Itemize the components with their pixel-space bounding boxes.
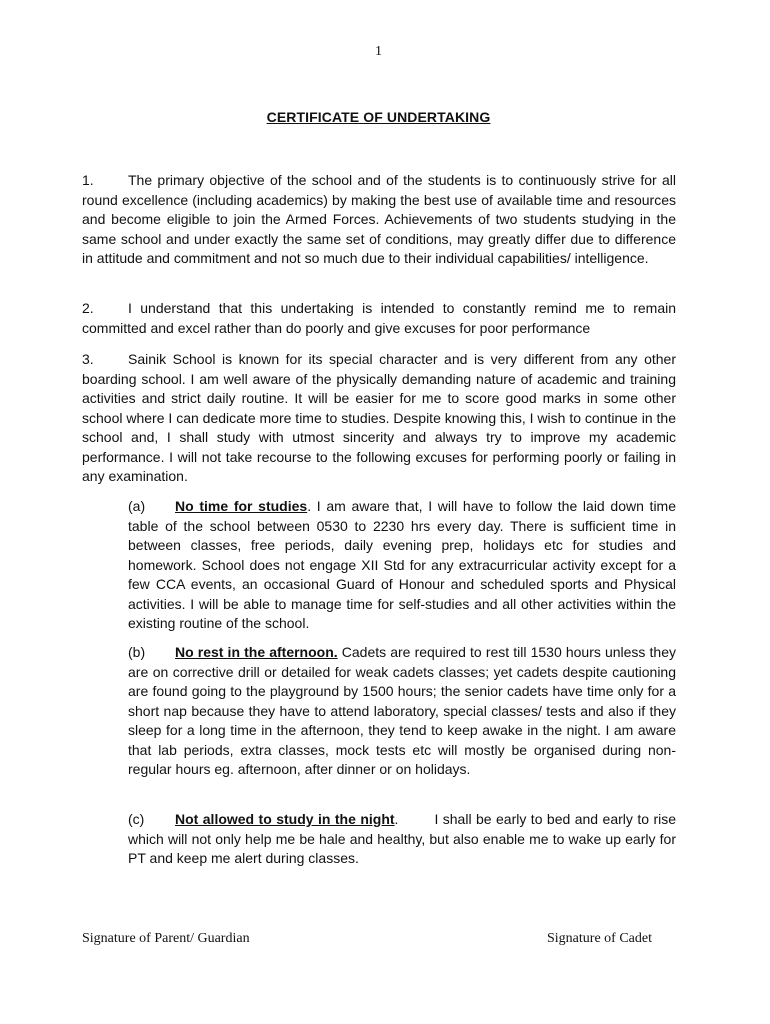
- parent-signature-label: Signature of Parent/ Guardian: [82, 931, 250, 946]
- sub-point-text: I shall be early to bed and early to rise which will not only help me be hale and healthy, but also enable me to wake up early for PT and keep me alert during classes.: [128, 811, 677, 866]
- page-number: 1: [375, 44, 382, 59]
- sub-point-heading: Not allowed to study in the night: [175, 811, 395, 827]
- cadet-signature-label: Signature of Cadet: [547, 931, 652, 946]
- sub-point-c: [128, 810, 676, 869]
- paragraph-2: [82, 299, 676, 338]
- sub-point-heading: No rest in the afternoon.: [175, 644, 338, 660]
- paragraph-text: Sainik School is known for its special character and is very different from any other boarding school. I am well aware of the physically demanding nature of academic and training activities and strict daily routine. It will be easier for me to score good marks in some other school where I can dedicate more time to studies. Despite knowing this, I wish to continue in the school and, I shall study with utmost sincerity and always try to improve my academic performance. I will not take recourse to the following excuses for performing poorly or failing in any examination.: [82, 351, 676, 484]
- sub-point-text: I am aware that, I will have to follow the laid down time table of the school between 0530 to 2230 hrs every day. There is sufficient time in between classes, free periods, daily evening prep, holidays etc for studies and homework. School does not engage XII Std for any extracurricular activity except for a few CCA events, an occasional Guard of Honour and scheduled sports and Physical activities. I will be able to manage time for self-studies and all other activities within the existing routine of the school.: [128, 498, 677, 631]
- paragraph-number: 2.: [82, 300, 94, 316]
- paragraph-3: [82, 350, 676, 487]
- paragraph-text: I understand that this undertaking is intended to constantly remind me to remain committed and excel rather than do poorly and give excuses for poor performance: [82, 300, 676, 336]
- sub-point-label: (a): [128, 498, 146, 514]
- paragraph-number: 1.: [82, 172, 94, 188]
- sub-point-a: [128, 497, 676, 634]
- paragraph-number: 3.: [82, 351, 94, 367]
- sub-point-punct: .: [307, 498, 312, 514]
- sub-point-b: [128, 643, 676, 780]
- paragraph-text: The primary objective of the school and of the students is to continuously strive for all round excellence (including academics) by making the best use of available time and resources and become eligible to join the Armed Forces. Achievements of two students studying in the same school and under exactly the same set of conditions, may greatly differ due to difference in attitude and commitment and not so much due to their individual capabilities/ intelligence.: [82, 172, 676, 266]
- sub-point-heading: No time for studies: [175, 498, 308, 514]
- sub-point-label: (b): [128, 644, 146, 660]
- sub-point-label: (c): [128, 811, 145, 827]
- document-title: CERTIFICATE OF UNDERTAKING: [266, 109, 491, 125]
- sub-point-text: Cadets are required to rest till 1530 hours unless they are on corrective drill or detailed for weak cadets classes; yet cadets despite cautioning are found going to the playground by 1500 hours; the senior cadets have time only for a short nap because they have to attend laboratory, special classes/ tests and also if they sleep for a long time in the afternoon, they tend to keep awake in the night. I am aware that lab periods, extra classes, mock tests etc will mostly be organised during non-regular hours eg. afternoon, after dinner or on holidays.: [128, 644, 676, 777]
- paragraph-1: [82, 171, 676, 269]
- sub-point-punct: .: [394, 811, 399, 827]
